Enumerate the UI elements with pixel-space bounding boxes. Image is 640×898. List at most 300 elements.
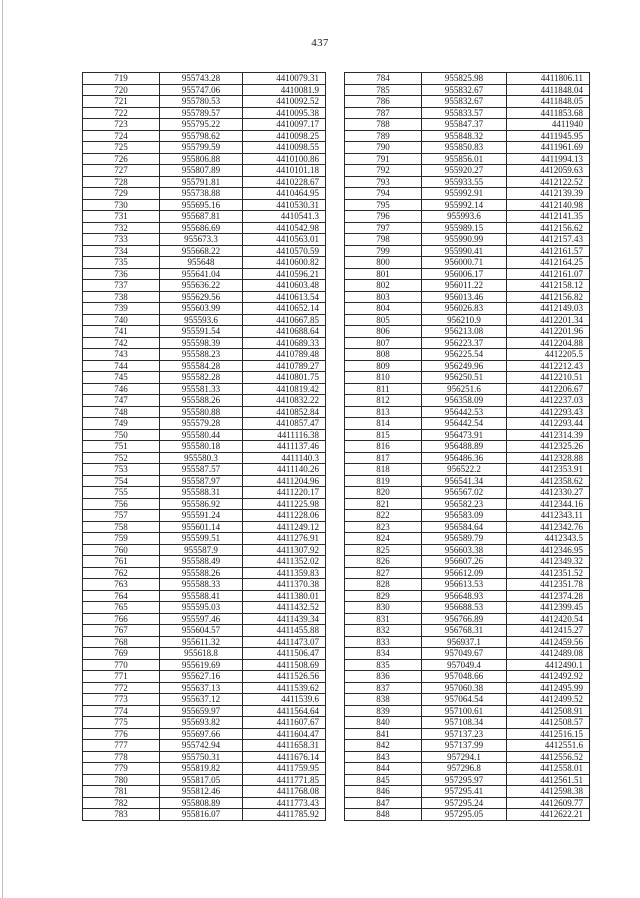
point-number-cell: 786 (345, 96, 422, 108)
point-number-cell: 796 (345, 211, 422, 223)
point-number-cell: 733 (83, 234, 160, 246)
x-coordinate-cell: 955693.82 (160, 717, 243, 729)
point-number-cell: 810 (345, 372, 422, 384)
point-number-cell: 726 (83, 153, 160, 165)
point-number-cell: 836 (345, 671, 422, 683)
table-row (345, 337, 590, 349)
x-coordinate-cell: 956006.17 (422, 268, 507, 280)
table-row (83, 211, 326, 223)
point-number-cell: 746 (83, 383, 160, 395)
table-row (345, 418, 590, 430)
scan-edge-line (2, 0, 3, 898)
y-coordinate-cell: 4410689.33 (243, 337, 326, 349)
point-number-cell: 783 (83, 809, 160, 821)
point-number-cell: 760 (83, 544, 160, 556)
y-coordinate-cell: 4410852.84 (243, 406, 326, 418)
x-coordinate-cell: 956688.53 (422, 602, 507, 614)
table-row (83, 188, 326, 200)
table-row (83, 303, 326, 315)
page-number: 437 (311, 37, 329, 49)
y-coordinate-cell: 4412161.57 (507, 245, 590, 257)
y-coordinate-cell: 4412346.95 (507, 544, 590, 556)
table-row (83, 544, 326, 556)
y-coordinate-cell: 4411116.38 (243, 429, 326, 441)
x-coordinate-cell: 955816.07 (160, 809, 243, 821)
point-number-cell: 769 (83, 648, 160, 660)
x-coordinate-cell: 957060.38 (422, 682, 507, 694)
point-number-cell: 805 (345, 314, 422, 326)
y-coordinate-cell: 4411994.13 (507, 153, 590, 165)
x-coordinate-cell: 956213.08 (422, 326, 507, 338)
y-coordinate-cell: 4411961.69 (507, 142, 590, 154)
y-coordinate-cell: 4412156.82 (507, 291, 590, 303)
x-coordinate-cell: 957295.97 (422, 774, 507, 786)
table-row (345, 107, 590, 119)
table-row (345, 567, 590, 579)
point-number-cell: 811 (345, 383, 422, 395)
x-coordinate-cell: 955636.22 (160, 280, 243, 292)
y-coordinate-cell: 4412237.03 (507, 395, 590, 407)
table-row (83, 395, 326, 407)
point-number-cell: 841 (345, 728, 422, 740)
point-number-cell: 819 (345, 475, 422, 487)
y-coordinate-cell: 4411439.34 (243, 613, 326, 625)
x-coordinate-cell: 955807.89 (160, 165, 243, 177)
point-number-cell: 816 (345, 441, 422, 453)
y-coordinate-cell: 4412205.5 (507, 349, 590, 361)
table-row (83, 590, 326, 602)
point-number-cell: 722 (83, 107, 160, 119)
y-coordinate-cell: 4412499.52 (507, 694, 590, 706)
table-body (345, 73, 590, 821)
point-number-cell: 741 (83, 326, 160, 338)
x-coordinate-cell: 957295.24 (422, 797, 507, 809)
y-coordinate-cell: 4410832.22 (243, 395, 326, 407)
x-coordinate-cell: 956937.1 (422, 636, 507, 648)
coordinates-table (344, 72, 590, 821)
y-coordinate-cell: 4411940 (507, 119, 590, 131)
x-coordinate-cell: 955641.04 (160, 268, 243, 280)
y-coordinate-cell: 4412556.52 (507, 751, 590, 763)
x-coordinate-cell: 957296.8 (422, 763, 507, 775)
point-number-cell: 813 (345, 406, 422, 418)
table-row (345, 671, 590, 683)
x-coordinate-cell: 957100.61 (422, 705, 507, 717)
coordinates-table-right (344, 72, 590, 821)
y-coordinate-cell: 4411806.11 (507, 73, 590, 85)
x-coordinate-cell: 955697.66 (160, 728, 243, 740)
y-coordinate-cell: 4412161.07 (507, 268, 590, 280)
table-row (345, 544, 590, 556)
y-coordinate-cell: 4411220.17 (243, 487, 326, 499)
table-row (345, 533, 590, 545)
table-row (83, 763, 326, 775)
point-number-cell: 738 (83, 291, 160, 303)
y-coordinate-cell: 4412139.39 (507, 188, 590, 200)
y-coordinate-cell: 4410613.54 (243, 291, 326, 303)
y-coordinate-cell: 4412156.62 (507, 222, 590, 234)
y-coordinate-cell: 4411539.6 (243, 694, 326, 706)
y-coordinate-cell: 4412349.32 (507, 556, 590, 568)
table-row (345, 360, 590, 372)
table-row (345, 280, 590, 292)
point-number-cell: 731 (83, 211, 160, 223)
point-number-cell: 754 (83, 475, 160, 487)
y-coordinate-cell: 4412622.21 (507, 809, 590, 821)
table-row (345, 429, 590, 441)
x-coordinate-cell: 955856.01 (422, 153, 507, 165)
y-coordinate-cell: 4410652.14 (243, 303, 326, 315)
y-coordinate-cell: 4410789.27 (243, 360, 326, 372)
x-coordinate-cell: 955598.39 (160, 337, 243, 349)
y-coordinate-cell: 4412164.25 (507, 257, 590, 269)
point-number-cell: 831 (345, 613, 422, 625)
table-row (345, 751, 590, 763)
table-row (345, 349, 590, 361)
y-coordinate-cell: 4412420.54 (507, 613, 590, 625)
y-coordinate-cell: 4412492.92 (507, 671, 590, 683)
y-coordinate-cell: 4411276.91 (243, 533, 326, 545)
point-number-cell: 759 (83, 533, 160, 545)
table-row (83, 694, 326, 706)
y-coordinate-cell: 4412459.56 (507, 636, 590, 648)
table-row (345, 372, 590, 384)
y-coordinate-cell: 4410101.18 (243, 165, 326, 177)
y-coordinate-cell: 4411455.88 (243, 625, 326, 637)
y-coordinate-cell: 4412293.44 (507, 418, 590, 430)
x-coordinate-cell: 955747.06 (160, 84, 243, 96)
y-coordinate-cell: 4410667.85 (243, 314, 326, 326)
x-coordinate-cell: 955648 (160, 257, 243, 269)
point-number-cell: 751 (83, 441, 160, 453)
x-coordinate-cell: 955990.41 (422, 245, 507, 257)
point-number-cell: 803 (345, 291, 422, 303)
y-coordinate-cell: 4412122.52 (507, 176, 590, 188)
point-number-cell: 835 (345, 659, 422, 671)
y-coordinate-cell: 4412157.43 (507, 234, 590, 246)
y-coordinate-cell: 4412490.1 (507, 659, 590, 671)
table-row (345, 130, 590, 142)
table-row (83, 199, 326, 211)
y-coordinate-cell: 4412551.6 (507, 740, 590, 752)
y-coordinate-cell: 4412344.16 (507, 498, 590, 510)
point-number-cell: 771 (83, 671, 160, 683)
x-coordinate-cell: 956607.26 (422, 556, 507, 568)
y-coordinate-cell: 4410563.01 (243, 234, 326, 246)
point-number-cell: 840 (345, 717, 422, 729)
table-row (345, 222, 590, 234)
point-number-cell: 763 (83, 579, 160, 591)
y-coordinate-cell: 4412059.63 (507, 165, 590, 177)
table-row (345, 590, 590, 602)
y-coordinate-cell: 4411768.08 (243, 786, 326, 798)
x-coordinate-cell: 955795.22 (160, 119, 243, 131)
table-row (345, 452, 590, 464)
x-coordinate-cell: 955780.53 (160, 96, 243, 108)
table-row (345, 636, 590, 648)
table-row (345, 153, 590, 165)
x-coordinate-cell: 955618.8 (160, 648, 243, 660)
point-number-cell: 839 (345, 705, 422, 717)
table-row (83, 119, 326, 131)
x-coordinate-cell: 955580.3 (160, 452, 243, 464)
y-coordinate-cell: 4410600.82 (243, 257, 326, 269)
point-number-cell: 762 (83, 567, 160, 579)
point-number-cell: 844 (345, 763, 422, 775)
table-row (345, 257, 590, 269)
table-row (345, 176, 590, 188)
y-coordinate-cell: 4410095.38 (243, 107, 326, 119)
x-coordinate-cell: 957049.4 (422, 659, 507, 671)
x-coordinate-cell: 955587.97 (160, 475, 243, 487)
x-coordinate-cell: 955992.91 (422, 188, 507, 200)
y-coordinate-cell: 4411140.26 (243, 464, 326, 476)
x-coordinate-cell: 956541.34 (422, 475, 507, 487)
x-coordinate-cell: 955668.22 (160, 245, 243, 257)
x-coordinate-cell: 955604.57 (160, 625, 243, 637)
x-coordinate-cell: 956584.64 (422, 521, 507, 533)
table-row (345, 763, 590, 775)
point-number-cell: 798 (345, 234, 422, 246)
x-coordinate-cell: 955832.67 (422, 96, 507, 108)
table-row (83, 648, 326, 660)
x-coordinate-cell: 956223.37 (422, 337, 507, 349)
table-row (83, 717, 326, 729)
x-coordinate-cell: 956768.31 (422, 625, 507, 637)
x-coordinate-cell: 955686.69 (160, 222, 243, 234)
y-coordinate-cell: 4411137.46 (243, 441, 326, 453)
x-coordinate-cell: 956488.89 (422, 441, 507, 453)
table-row (345, 119, 590, 131)
table-row (345, 648, 590, 660)
table-row (83, 682, 326, 694)
point-number-cell: 729 (83, 188, 160, 200)
point-number-cell: 725 (83, 142, 160, 154)
y-coordinate-cell: 4410098.55 (243, 142, 326, 154)
x-coordinate-cell: 957137.99 (422, 740, 507, 752)
x-coordinate-cell: 955798.62 (160, 130, 243, 142)
point-number-cell: 828 (345, 579, 422, 591)
y-coordinate-cell: 4411359.83 (243, 567, 326, 579)
table-row (83, 153, 326, 165)
table-row (83, 418, 326, 430)
table-row (83, 602, 326, 614)
table-row (345, 705, 590, 717)
point-number-cell: 809 (345, 360, 422, 372)
y-coordinate-cell: 4412516.15 (507, 728, 590, 740)
y-coordinate-cell: 4411228.06 (243, 510, 326, 522)
coordinates-table-left (82, 72, 326, 821)
y-coordinate-cell: 4410100.86 (243, 153, 326, 165)
x-coordinate-cell: 956589.79 (422, 533, 507, 545)
y-coordinate-cell: 4410098.25 (243, 130, 326, 142)
table-row (83, 245, 326, 257)
y-coordinate-cell: 4410530.31 (243, 199, 326, 211)
table-row (83, 521, 326, 533)
table-row (83, 130, 326, 142)
point-number-cell: 834 (345, 648, 422, 660)
x-coordinate-cell: 956612.09 (422, 567, 507, 579)
table-row (83, 84, 326, 96)
x-coordinate-cell: 955580.44 (160, 429, 243, 441)
y-coordinate-cell: 4410857.47 (243, 418, 326, 430)
y-coordinate-cell: 4411352.02 (243, 556, 326, 568)
x-coordinate-cell: 956582.23 (422, 498, 507, 510)
table-row (83, 73, 326, 85)
point-number-cell: 755 (83, 487, 160, 499)
point-number-cell: 784 (345, 73, 422, 85)
x-coordinate-cell: 955597.46 (160, 613, 243, 625)
point-number-cell: 757 (83, 510, 160, 522)
point-number-cell: 745 (83, 372, 160, 384)
table-row (83, 705, 326, 717)
point-number-cell: 727 (83, 165, 160, 177)
table-row (83, 257, 326, 269)
table-row (83, 671, 326, 683)
table-row (83, 326, 326, 338)
x-coordinate-cell: 956766.89 (422, 613, 507, 625)
table-row (345, 188, 590, 200)
x-coordinate-cell: 955738.88 (160, 188, 243, 200)
table-row (83, 579, 326, 591)
table-row (345, 521, 590, 533)
point-number-cell: 826 (345, 556, 422, 568)
table-row (83, 809, 326, 821)
table-row (345, 84, 590, 96)
point-number-cell: 799 (345, 245, 422, 257)
y-coordinate-cell: 4411307.92 (243, 544, 326, 556)
y-coordinate-cell: 4411607.67 (243, 717, 326, 729)
y-coordinate-cell: 4411658.31 (243, 740, 326, 752)
point-number-cell: 800 (345, 257, 422, 269)
y-coordinate-cell: 4412314.39 (507, 429, 590, 441)
y-coordinate-cell: 4411506.47 (243, 648, 326, 660)
x-coordinate-cell: 956026.83 (422, 303, 507, 315)
y-coordinate-cell: 4410603.48 (243, 280, 326, 292)
table-row (345, 728, 590, 740)
y-coordinate-cell: 4412141.35 (507, 211, 590, 223)
table-row (345, 326, 590, 338)
table-row (83, 222, 326, 234)
point-number-cell: 768 (83, 636, 160, 648)
point-number-cell: 818 (345, 464, 422, 476)
point-number-cell: 827 (345, 567, 422, 579)
table-row (345, 797, 590, 809)
table-row (345, 464, 590, 476)
y-coordinate-cell: 4412206.67 (507, 383, 590, 395)
table-row (345, 809, 590, 821)
point-number-cell: 846 (345, 786, 422, 798)
table-row (83, 659, 326, 671)
table-row (345, 556, 590, 568)
x-coordinate-cell: 955629.56 (160, 291, 243, 303)
point-number-cell: 825 (345, 544, 422, 556)
point-number-cell: 778 (83, 751, 160, 763)
y-coordinate-cell: 4412609.77 (507, 797, 590, 809)
y-coordinate-cell: 4410081.9 (243, 84, 326, 96)
y-coordinate-cell: 4410228.67 (243, 176, 326, 188)
point-number-cell: 820 (345, 487, 422, 499)
table-row (83, 96, 326, 108)
y-coordinate-cell: 4411676.14 (243, 751, 326, 763)
point-number-cell: 792 (345, 165, 422, 177)
x-coordinate-cell: 955791.81 (160, 176, 243, 188)
point-number-cell: 837 (345, 682, 422, 694)
x-coordinate-cell: 955695.16 (160, 199, 243, 211)
point-number-cell: 822 (345, 510, 422, 522)
table-row (345, 659, 590, 671)
point-number-cell: 737 (83, 280, 160, 292)
x-coordinate-cell: 955992.14 (422, 199, 507, 211)
point-number-cell: 773 (83, 694, 160, 706)
point-number-cell: 724 (83, 130, 160, 142)
x-coordinate-cell: 955591.24 (160, 510, 243, 522)
table-row (83, 636, 326, 648)
x-coordinate-cell: 955989.15 (422, 222, 507, 234)
point-number-cell: 758 (83, 521, 160, 533)
table-row (345, 475, 590, 487)
point-number-cell: 756 (83, 498, 160, 510)
x-coordinate-cell: 955611.32 (160, 636, 243, 648)
point-number-cell: 750 (83, 429, 160, 441)
table-row (83, 234, 326, 246)
y-coordinate-cell: 4412561.51 (507, 774, 590, 786)
x-coordinate-cell: 955848.32 (422, 130, 507, 142)
point-number-cell: 749 (83, 418, 160, 430)
y-coordinate-cell: 4412149.03 (507, 303, 590, 315)
y-coordinate-cell: 4412508.91 (507, 705, 590, 717)
y-coordinate-cell: 4410542.98 (243, 222, 326, 234)
x-coordinate-cell: 955637.13 (160, 682, 243, 694)
x-coordinate-cell: 957295.05 (422, 809, 507, 821)
point-number-cell: 734 (83, 245, 160, 257)
point-number-cell: 812 (345, 395, 422, 407)
x-coordinate-cell: 955833.57 (422, 107, 507, 119)
x-coordinate-cell: 955599.51 (160, 533, 243, 545)
y-coordinate-cell: 4410541.3 (243, 211, 326, 223)
table-row (83, 728, 326, 740)
x-coordinate-cell: 955588.26 (160, 567, 243, 579)
y-coordinate-cell: 4411759.95 (243, 763, 326, 775)
y-coordinate-cell: 4411945.95 (507, 130, 590, 142)
y-coordinate-cell: 4411564.64 (243, 705, 326, 717)
point-number-cell: 794 (345, 188, 422, 200)
point-number-cell: 842 (345, 740, 422, 752)
point-number-cell: 775 (83, 717, 160, 729)
table-row (345, 510, 590, 522)
x-coordinate-cell: 957108.34 (422, 717, 507, 729)
table-row (345, 245, 590, 257)
point-number-cell: 780 (83, 774, 160, 786)
x-coordinate-cell: 955619.69 (160, 659, 243, 671)
point-number-cell: 781 (83, 786, 160, 798)
table-row (345, 165, 590, 177)
y-coordinate-cell: 4412328.88 (507, 452, 590, 464)
table-row (83, 107, 326, 119)
point-number-cell: 789 (345, 130, 422, 142)
x-coordinate-cell: 955825.98 (422, 73, 507, 85)
x-coordinate-cell: 955812.46 (160, 786, 243, 798)
x-coordinate-cell: 955933.55 (422, 176, 507, 188)
table-row (345, 314, 590, 326)
table-row (345, 383, 590, 395)
point-number-cell: 824 (345, 533, 422, 545)
table-body (83, 73, 326, 821)
x-coordinate-cell: 955587.9 (160, 544, 243, 556)
x-coordinate-cell: 955817.05 (160, 774, 243, 786)
point-number-cell: 808 (345, 349, 422, 361)
table-row (83, 556, 326, 568)
